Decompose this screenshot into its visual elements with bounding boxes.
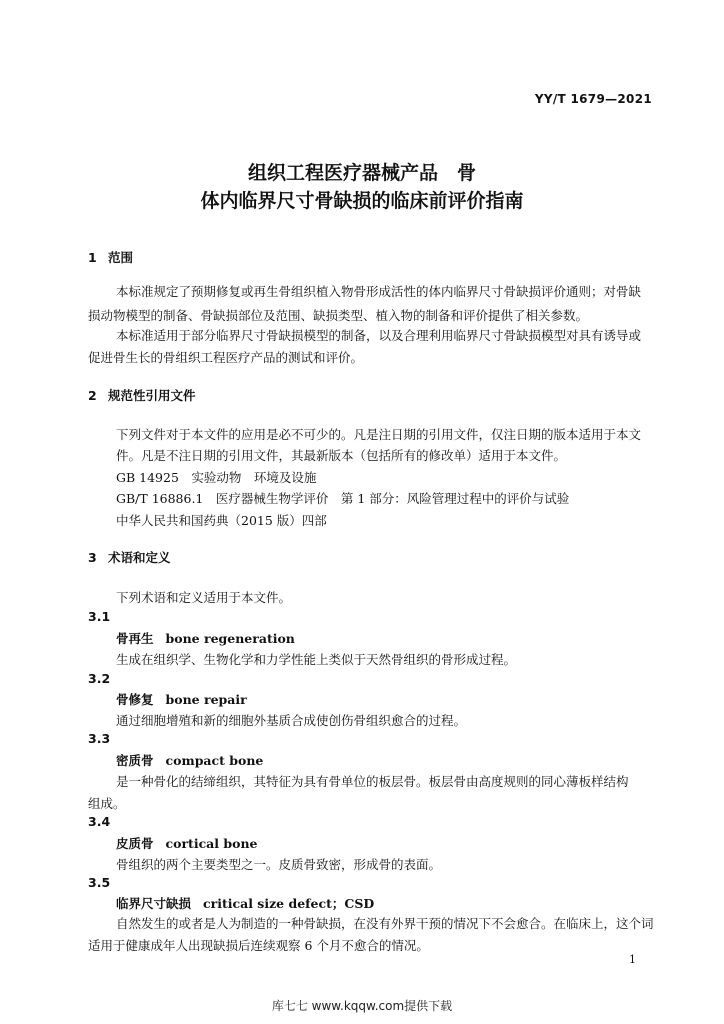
term-definition-continued: 适用于健康成年人出现缺损后连续观察 6 个月不愈合的情况。 (88, 938, 429, 953)
term-english: bone repair (165, 692, 247, 707)
reference-item: 中华人民共和国药典（2015 版）四部 (116, 513, 327, 528)
term-english: bone regeneration (165, 631, 295, 646)
term-english: cortical bone (165, 836, 258, 851)
section-1-paragraph-1-line-1: 本标准规定了预期修复或再生骨组织植入物骨形成活性的体内临界尺寸骨缺损评价通则；对骨缺 (116, 284, 642, 299)
term-heading (116, 629, 295, 647)
section-title: 术语和定义 (108, 550, 171, 565)
section-1-paragraph-2-line-2: 促进骨生长的骨组织工程医疗产品的测试和评价。 (88, 350, 364, 365)
section-3-heading (88, 548, 171, 566)
term-chinese: 密质骨 (116, 753, 154, 768)
section-number: 1 (88, 250, 97, 265)
section-number: 3 (88, 550, 97, 565)
term-heading (116, 690, 247, 708)
page-number: 1 (629, 953, 636, 966)
term-heading (116, 894, 374, 912)
term-english: compact bone (165, 753, 264, 768)
term-definition-continued: 组成。 (88, 796, 126, 811)
term-chinese: 骨修复 (116, 692, 154, 707)
term-english: critical size defect；CSD (203, 896, 375, 911)
section-3-intro: 下列术语和定义适用于本文件。 (116, 590, 292, 605)
term-definition: 生成在组织学、生物化学和力学性能上类似于天然骨组织的骨形成过程。 (116, 652, 517, 667)
reference-item: GB 14925 实验动物 环境及设施 (116, 470, 317, 485)
document-title-line1: 组织工程医疗器械产品 骨 (247, 162, 476, 184)
section-2-paragraph-line-1: 下列文件对于本文件的应用是必不可少的。凡是注日期的引用文件，仅注日期的版本适用于本文 (116, 427, 642, 442)
term-chinese: 骨再生 (116, 631, 154, 646)
term-definition: 自然发生的或者是人为制造的一种骨缺损，在没有外界干预的情况下不会愈合。在临床上，这个词 (116, 916, 654, 931)
standard-number: YY/T 1679—2021 (534, 92, 652, 106)
term-heading (116, 834, 258, 852)
term-chinese: 临界尺寸缺损 (116, 896, 192, 911)
term-number: 3.5 (88, 875, 111, 890)
section-number: 2 (88, 388, 97, 403)
section-1-heading (88, 248, 133, 266)
term-number: 3.2 (88, 671, 111, 686)
term-heading (116, 751, 263, 769)
document-title-line2: 体内临界尺寸骨缺损的临床前评价指南 (200, 190, 524, 212)
section-1-paragraph-1-line-2: 损动物模型的制备、骨缺损部位及范围、缺损类型、植入物的制备和评价提供了相关参数。 (88, 308, 589, 323)
section-title: 规范性引用文件 (108, 388, 196, 403)
term-number: 3.1 (88, 609, 111, 624)
term-chinese: 皮质骨 (116, 836, 154, 851)
section-2-paragraph-line-2: 件。凡是不注日期的引用文件，其最新版本（包括所有的修改单）适用于本文件。 (116, 448, 567, 463)
reference-item: GB/T 16886.1 医疗器械生物学评价 第 1 部分：风险管理过程中的评价与试验 (116, 491, 570, 506)
section-2-heading (88, 386, 196, 404)
section-title: 范围 (108, 250, 134, 265)
term-definition: 骨组织的两个主要类型之一。皮质骨致密，形成骨的表面。 (116, 857, 442, 872)
term-definition: 通过细胞增殖和新的细胞外基质合成使创伤骨组织愈合的过程。 (116, 713, 467, 728)
term-definition: 是一种骨化的结缔组织，其特征为具有骨单位的板层骨。板层骨由高度规则的同心薄板样结构 (116, 774, 629, 789)
term-number: 3.4 (88, 814, 111, 829)
download-footer: 库七七 www.kqqw.com提供下载 (271, 999, 453, 1013)
term-number: 3.3 (88, 731, 111, 746)
section-1-paragraph-2-line-1: 本标准适用于部分临界尺寸骨缺损模型的制备，以及合理利用临界尺寸骨缺损模型对具有诱导或 (116, 328, 642, 343)
